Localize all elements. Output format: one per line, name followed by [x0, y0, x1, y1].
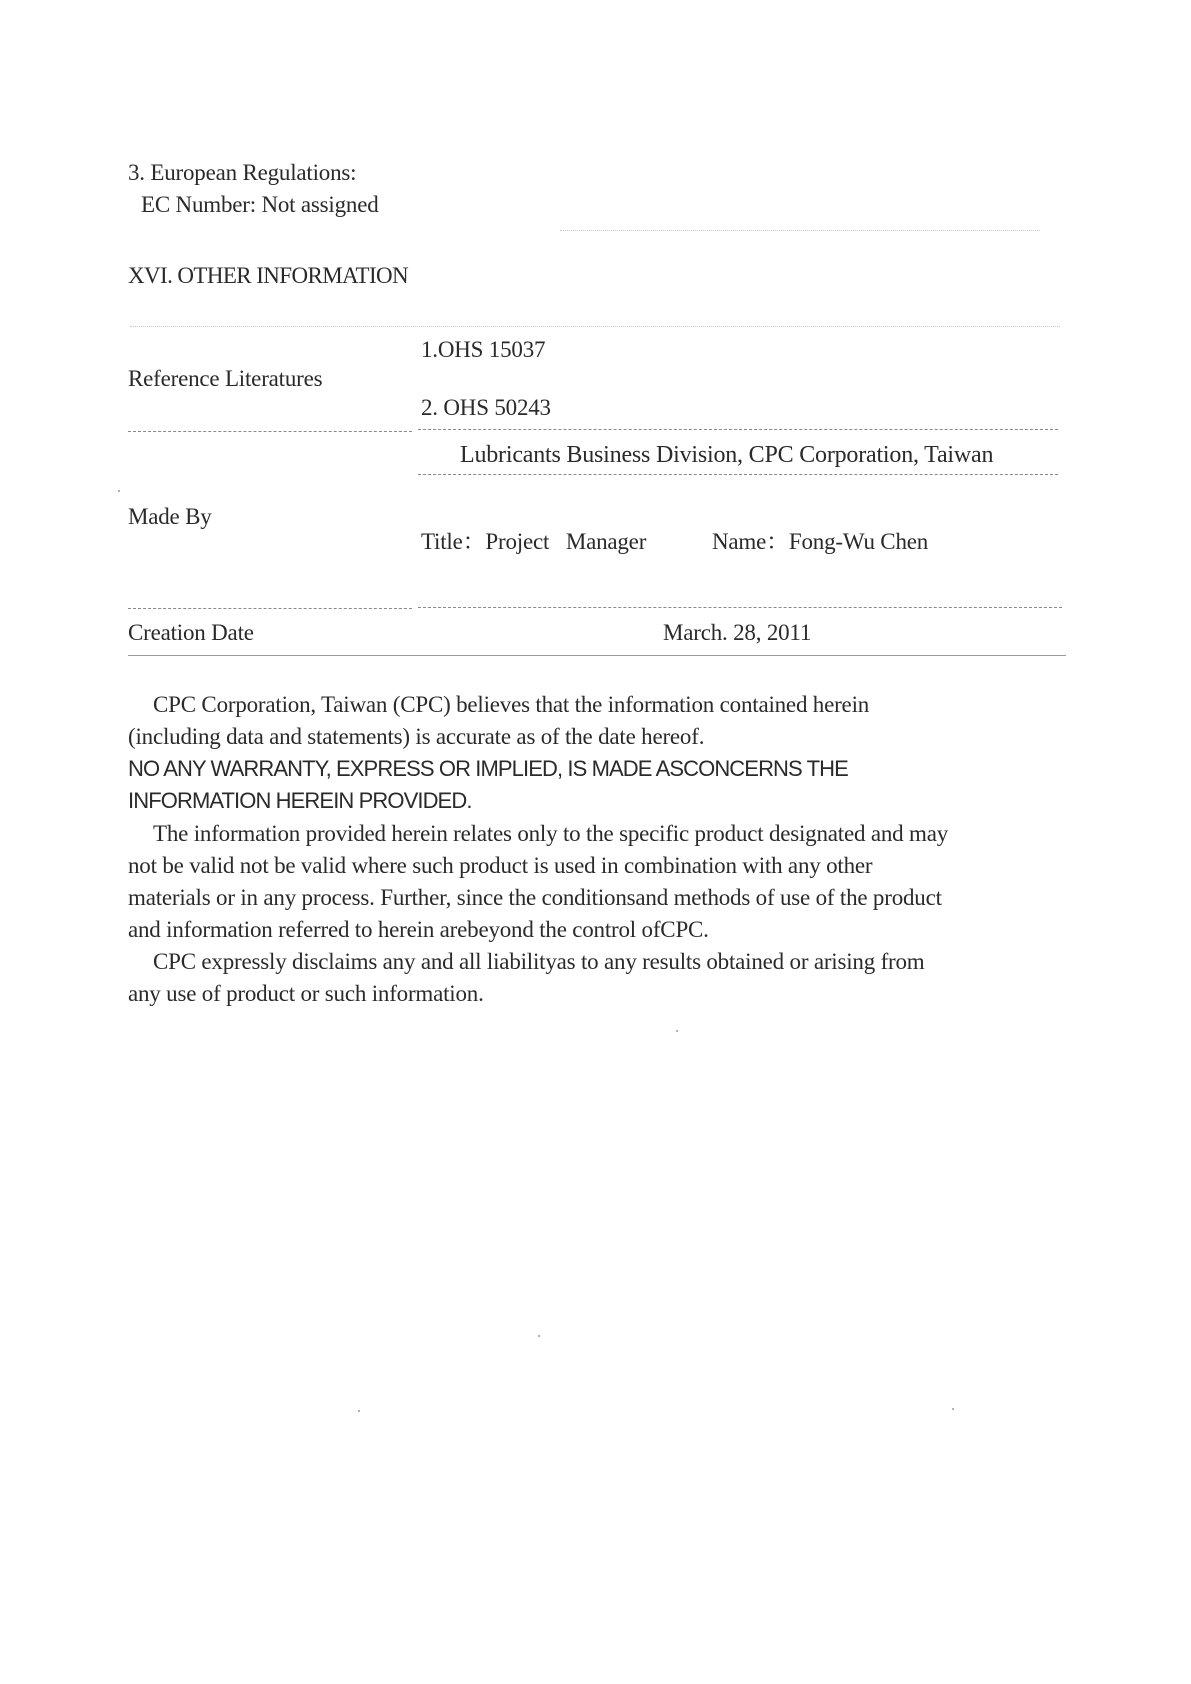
- reference-item-1: 1.OHS 15037: [421, 337, 546, 362]
- made-by-label: Made By: [128, 504, 212, 529]
- made-by-name: Name：Fong-Wu Chen: [712, 529, 929, 554]
- disclaimer-line: (including data and statements) is accurate as of the date hereof.: [128, 724, 705, 749]
- row-divider: [418, 607, 1062, 608]
- disclaimer-line: CPC expressly disclaims any and all liabilityas to any results obtained or arising from: [153, 949, 925, 974]
- section-title: XVI. OTHER INFORMATION: [128, 263, 409, 288]
- scan-speck: [952, 1408, 954, 1410]
- reference-label: Reference Literatures: [128, 366, 323, 391]
- disclaimer-line: any use of product or such information.: [128, 981, 484, 1006]
- disclaimer-line: The information provided herein relates only to the specific product designated and may: [153, 821, 949, 846]
- warranty-line: INFORMATION HEREIN PROVIDED.: [128, 788, 472, 813]
- disclaimer-line: CPC Corporation, Taiwan (CPC) believes that the information contained herein: [153, 692, 870, 717]
- row-divider: [128, 431, 412, 432]
- scan-speck: [676, 1030, 678, 1032]
- made-by-title: Title：Project Manager: [421, 529, 647, 554]
- reference-item-2: 2. OHS 50243: [421, 395, 551, 420]
- ec-number: EC Number: Not assigned: [141, 192, 379, 217]
- scan-speck: [118, 490, 120, 492]
- scan-speck: [538, 1335, 540, 1337]
- row-divider: [128, 608, 412, 609]
- scan-speck: [358, 1410, 360, 1412]
- disclaimer-line: not be valid not be valid where such product is used in combination with any other: [128, 853, 873, 878]
- warranty-line: NO ANY WARRANTY, EXPRESS OR IMPLIED, IS MADE ASCONCERNS THE: [128, 756, 848, 781]
- scan-dots: [560, 230, 1040, 231]
- row-divider: [418, 429, 1058, 430]
- creation-date-value: March. 28, 2011: [663, 620, 812, 645]
- regulations-heading: 3. European Regulations:: [128, 160, 357, 185]
- made-by-organization: Lubricants Business Division, CPC Corporation, Taiwan: [460, 442, 994, 468]
- disclaimer-line: materials or in any process. Further, since the conditionsand methods of use of the product: [128, 885, 942, 910]
- creation-date-label: Creation Date: [128, 620, 254, 645]
- table-bottom-rule: [128, 655, 1066, 656]
- disclaimer-line: and information referred to herein arebeyond the control ofCPC.: [128, 917, 709, 942]
- organization-underline: [418, 474, 1058, 475]
- scan-dots: [130, 326, 1060, 327]
